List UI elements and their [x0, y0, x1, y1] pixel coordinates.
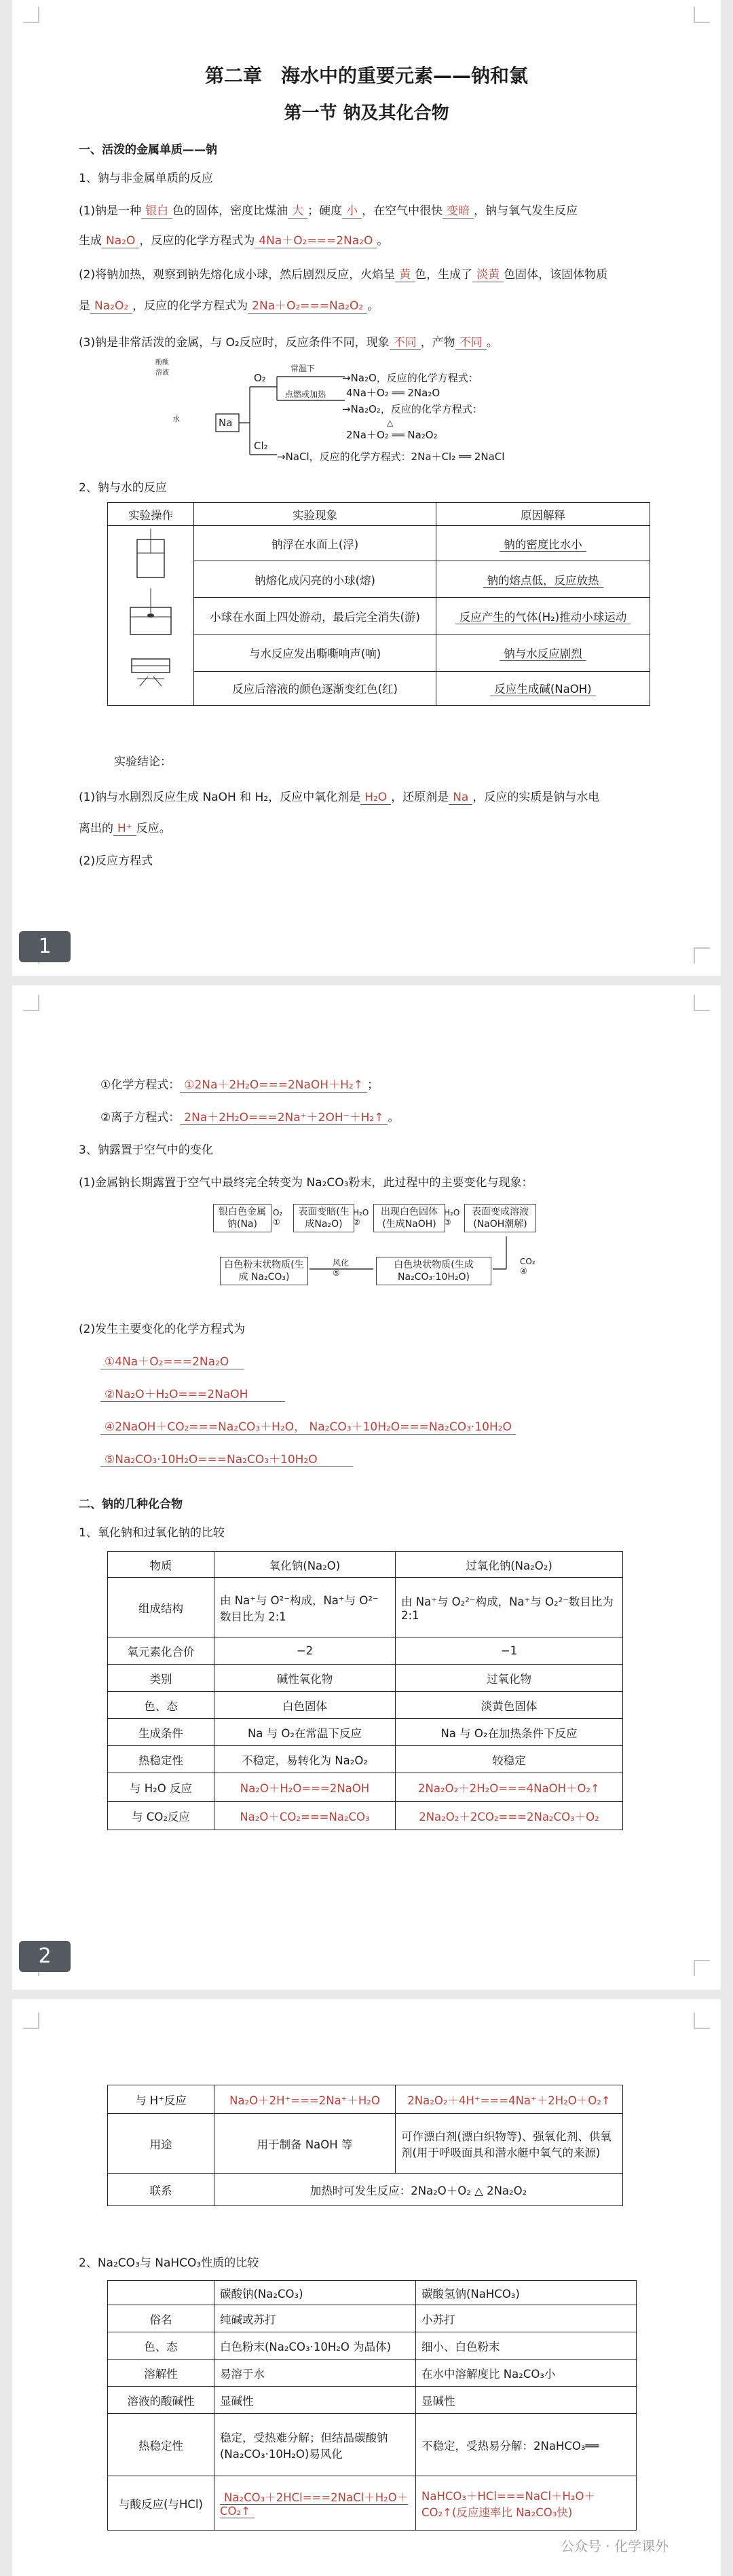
explanation-cell: 反应生成碱(NaOH) — [436, 671, 650, 705]
row-label: 生成条件 — [108, 1719, 214, 1746]
row-label: 组成结构 — [108, 1578, 214, 1637]
carbonate-comparison-table — [107, 2280, 637, 2531]
table-cell: 2Na₂O₂＋4H⁺===4Na⁺＋2H₂O＋O₂↑ — [396, 2085, 623, 2114]
heading-compounds: 二、钠的几种化合物 — [79, 1498, 183, 1511]
table-cell: 过氧化物 — [396, 1665, 623, 1692]
table-cell: 白色固体 — [214, 1692, 396, 1719]
page-1 — [12, 0, 721, 976]
para-line: (1)钠与水剧烈反应生成 NaOH 和 H₂，反应中氧化剂是 H₂O ，还原剂是 Na ，反应的实质是钠与水电 — [79, 791, 600, 804]
flow-step-3: H₂O ③ — [444, 1208, 460, 1227]
table-cell: 用于制备 NaOH 等 — [214, 2114, 396, 2174]
conclusion-label: 实验结论： — [114, 755, 172, 769]
table-cell: 可作漂白剂(漂白织物等)、强氧化剂、供氧剂(用于呼吸面具和潜水艇中氧气的来源) — [396, 2114, 623, 2174]
eq-na2o-formula: 4Na＋O₂ ══ 2Na₂O — [346, 387, 440, 399]
phenomenon-cell: 钠熔化成闪亮的小球(熔) — [194, 561, 436, 598]
flow-box-solution: 表面变成溶液(NaOH潮解) — [464, 1204, 536, 1232]
eq-na2o: →Na₂O，反应的化学方程式： — [342, 372, 478, 384]
table-cell: 淡黄色固体 — [396, 1692, 623, 1719]
crop-mark — [694, 947, 710, 964]
table-cell: 显碱性 — [416, 2387, 637, 2414]
exposure-flow-diagram — [213, 1204, 593, 1292]
table-cell: 2Na₂O₂＋2CO₂===2Na₂CO₃＋O₂ — [396, 1802, 623, 1830]
table-cell: Na 与 O₂在加热条件下反应 — [396, 1719, 623, 1746]
reaction-equation: ①4Na＋O₂===2Na₂O — [100, 1352, 244, 1369]
table-cell: 在水中溶解度比 Na₂CO₃小 — [416, 2360, 637, 2387]
row-label: 溶液的酸碱性 — [108, 2387, 214, 2414]
oxygen-label: O₂ — [254, 372, 266, 384]
para-line: (2)发生主要变化的化学方程式为 — [79, 1323, 246, 1336]
chem-equation-line: ①化学方程式： ①2Na＋2H₂O===2NaOH＋H₂↑ ； — [100, 1078, 379, 1092]
flow-step-2: H₂O ② — [353, 1208, 369, 1227]
phenomenon-cell: 与水反应发出嘶嘶响声(响) — [194, 634, 436, 671]
phenomenon-cell: 反应后溶液的颜色逐渐变红色(红) — [194, 671, 436, 705]
explanation-cell: 钠与水反应剧烈 — [436, 634, 650, 671]
table-cell: Na 与 O₂在常温下反应 — [214, 1719, 396, 1746]
sub-heading: 2、Na₂CO₃与 NaHCO₃性质的比较 — [79, 2256, 259, 2270]
heading-active-metal: 一、活泼的金属单质——钠 — [79, 143, 217, 157]
row-label: 俗名 — [108, 2305, 214, 2332]
table-cell: 由 Na⁺与 O²⁻构成，Na⁺与 O²⁻数目比为 2:1 — [214, 1578, 396, 1637]
row-label: 热稳定性 — [108, 1746, 214, 1773]
water-label: 水 — [172, 415, 180, 423]
para-line: 是 Na₂O₂ ，反应的化学方程式为 2Na＋O₂===Na₂O₂ 。 — [79, 299, 379, 313]
table-header: 碳酸氢钠(NaHCO₃) — [416, 2281, 637, 2305]
row-label: 与 CO₂反应 — [108, 1802, 214, 1830]
watermark: 公众号 · 化学课外 — [561, 2538, 669, 2554]
table-header: 物质 — [108, 1552, 214, 1578]
row-label: 与 H₂O 反应 — [108, 1773, 214, 1802]
crop-mark — [23, 2013, 39, 2029]
sub-heading: 3、钠露置于空气中的变化 — [79, 1143, 213, 1157]
table-cell: 细小、白色粉末 — [416, 2332, 637, 2360]
crop-mark — [23, 7, 39, 23]
para-line: (2)反应方程式 — [79, 854, 153, 868]
table-header: 实验操作 — [108, 503, 194, 526]
beaker-illustration — [117, 526, 185, 702]
normal-temp-label: 常温下 — [290, 364, 316, 373]
sub-heading: 1、氧化钠和过氧化钠的比较 — [79, 1526, 225, 1540]
flow-box-crystal: 白色块状物质(生成 Na₂CO₃·10H₂O) — [376, 1257, 491, 1285]
row-label: 联系 — [108, 2174, 214, 2206]
table-cell: 不稳定，受热易分解：2NaHCO₃══ — [416, 2414, 637, 2476]
chapter-title: 第二章 海水中的重要元素——钠和氯 — [204, 64, 528, 87]
oxide-comparison-table-cont — [107, 2085, 623, 2206]
para-line: 生成 Na₂O ，反应的化学方程式为 4Na＋O₂===2Na₂O 。 — [79, 234, 389, 248]
table-cell: 显碱性 — [214, 2387, 416, 2414]
page-number-badge: 1 — [19, 931, 71, 962]
table-cell: 碱性氧化物 — [214, 1665, 396, 1692]
section-title: 第一节 钠及其化合物 — [284, 103, 449, 124]
phenolphthalein-label: 酚酞溶液 — [155, 359, 169, 377]
crop-mark — [23, 995, 39, 1011]
sub-heading: 1、钠与非金属单质的反应 — [79, 172, 213, 185]
table-header: 原因解释 — [436, 503, 650, 526]
flow-arrows — [213, 1204, 593, 1292]
table-cell: 不稳定，易转化为 Na₂O₂ — [214, 1746, 396, 1773]
table-cell: 加热时可发生反应：2Na₂O＋O₂ △ 2Na₂O₂ — [214, 2174, 623, 2206]
ignite-label: 点燃或加热 — [285, 390, 326, 399]
reaction-equation: ⑤Na₂CO₃·10H₂O===Na₂CO₃＋10H₂O — [100, 1450, 353, 1467]
table-cell: 白色粉末(Na₂CO₃·10H₂O 为晶体) — [214, 2332, 416, 2360]
page-2 — [12, 985, 721, 1990]
table-header: 过氧化钠(Na₂O₂) — [396, 1552, 623, 1578]
table-header: 氧化钠(Na₂O) — [214, 1552, 396, 1578]
row-label: 溶解性 — [108, 2360, 214, 2387]
table-header: 碳酸钠(Na₂CO₃) — [214, 2281, 416, 2305]
page-3 — [12, 1999, 721, 2576]
delta-mark: △ — [387, 418, 394, 428]
crop-mark — [694, 7, 710, 23]
row-label: 与 H⁺反应 — [108, 2085, 214, 2114]
eq-na2o2-formula: 2Na＋O₂ ══ Na₂O₂ — [346, 429, 438, 441]
ion-equation-line: ②离子方程式： 2Na＋2H₂O===2Na⁺＋2OH⁻＋H₂↑ 。 — [100, 1111, 400, 1124]
oxide-comparison-table — [107, 1551, 623, 1830]
row-label: 与酸反应(与HCl) — [108, 2476, 214, 2531]
table-cell: 较稳定 — [396, 1746, 623, 1773]
table-cell: 易溶于水 — [214, 2360, 416, 2387]
explanation-cell: 反应产生的气体(H₂)推动小球运动 — [436, 598, 650, 634]
table-header — [108, 2281, 214, 2305]
para-line: (3)钠是非常活泼的金属，与 O₂反应时，反应条件不同，现象 不同 ，产物 不同 。 — [79, 336, 498, 349]
flow-step-5: 风化 ⑤ — [333, 1258, 350, 1278]
crop-mark — [694, 1960, 710, 1976]
table-cell: Na₂O＋H₂O===2NaOH — [214, 1773, 396, 1802]
reaction-equation: ②Na₂O＋H₂O===2NaOH — [100, 1384, 285, 1402]
row-label: 色、态 — [108, 2332, 214, 2360]
table-cell: 2Na₂O₂＋2H₂O===4NaOH＋O₂↑ — [396, 1773, 623, 1802]
crop-mark — [694, 2013, 710, 2029]
eq-na2o2: →Na₂O₂，反应的化学方程式： — [342, 403, 483, 415]
para-line: 离出的 H⁺ 反应。 — [79, 822, 171, 835]
page-number-badge: 2 — [19, 1941, 71, 1972]
para-line: (1)金属钠长期露置于空气中最终完全转变为 Na₂CO₃粉末，此过程中的主要变化与现象： — [79, 1176, 533, 1190]
explanation-cell: 钠的密度比水小 — [436, 526, 650, 561]
flow-step-4: CO₂ ④ — [520, 1257, 535, 1276]
flow-box-sodium: 银白色金属钠(Na) — [213, 1204, 271, 1232]
table-cell: NaHCO₃＋HCl===NaCl＋H₂O＋CO₂↑(反应速率比 Na₂CO₃快) — [416, 2476, 637, 2531]
table-cell: 由 Na⁺与 O₂²⁻构成，Na⁺与 O₂²⁻数目比为 2:1 — [396, 1578, 623, 1637]
flow-box-powder: 白色粉末状物质(生成 Na₂CO₃) — [220, 1257, 308, 1285]
row-label: 热稳定性 — [108, 2414, 214, 2476]
crop-mark — [694, 995, 710, 1011]
flow-box-white-solid: 出现白色固体(生成NaOH) — [373, 1204, 445, 1232]
table-header: 实验现象 — [194, 503, 436, 526]
phenomenon-cell: 钠浮在水面上(浮) — [194, 526, 436, 561]
para-line: (2)将钠加热，观察到钠先熔化成小球，然后剧烈反应，火焰呈 黄 色，生成了 淡黄 色固体，该固体物质 — [79, 268, 608, 282]
flow-step-1: O₂ ① — [273, 1208, 283, 1227]
explanation-cell: 钠的熔点低，反应放热 — [436, 561, 650, 598]
table-cell: −2 — [214, 1637, 396, 1665]
row-label: 色、态 — [108, 1692, 214, 1719]
row-label: 用途 — [108, 2114, 214, 2174]
sodium-label: Na — [219, 417, 233, 429]
phenomenon-cell: 小球在水面上四处游动，最后完全消失(游) — [194, 598, 436, 634]
table-cell: 稳定，受热难分解；但结晶碳酸钠(Na₂CO₃·10H₂O)易风化 — [214, 2414, 416, 2476]
flow-box-dark: 表面变暗(生成Na₂O) — [293, 1204, 354, 1232]
reaction-diagram — [209, 360, 589, 475]
row-label: 类别 — [108, 1665, 214, 1692]
table-cell: 小苏打 — [416, 2305, 637, 2332]
table-cell: Na₂CO₃＋2HCl===2NaCl＋H₂O＋CO₂↑ — [214, 2476, 416, 2531]
eq-nacl: →NaCl，反应的化学方程式：2Na＋Cl₂ ══ 2NaCl — [277, 451, 505, 463]
reaction-equation: ④2NaOH＋CO₂===Na₂CO₃＋H₂O， Na₂CO₃＋10H₂O===Na₂CO₃·10H₂O — [100, 1417, 516, 1434]
sub-heading: 2、钠与水的反应 — [79, 481, 167, 495]
row-label: 氧元素化合价 — [108, 1637, 214, 1665]
table-cell: −1 — [396, 1637, 623, 1665]
chlorine-label: Cl₂ — [254, 440, 268, 452]
table-cell: 纯碱或苏打 — [214, 2305, 416, 2332]
table-cell: Na₂O＋2H⁺===2Na⁺＋H₂O — [214, 2085, 396, 2114]
table-cell: Na₂O＋CO₂===Na₂CO₃ — [214, 1802, 396, 1830]
para-line: (1)钠是一种 银白 色的固体，密度比煤油 大 ；硬度 小 ，在空气中很快 变暗 ，钠与氧气发生反应 — [79, 204, 578, 218]
